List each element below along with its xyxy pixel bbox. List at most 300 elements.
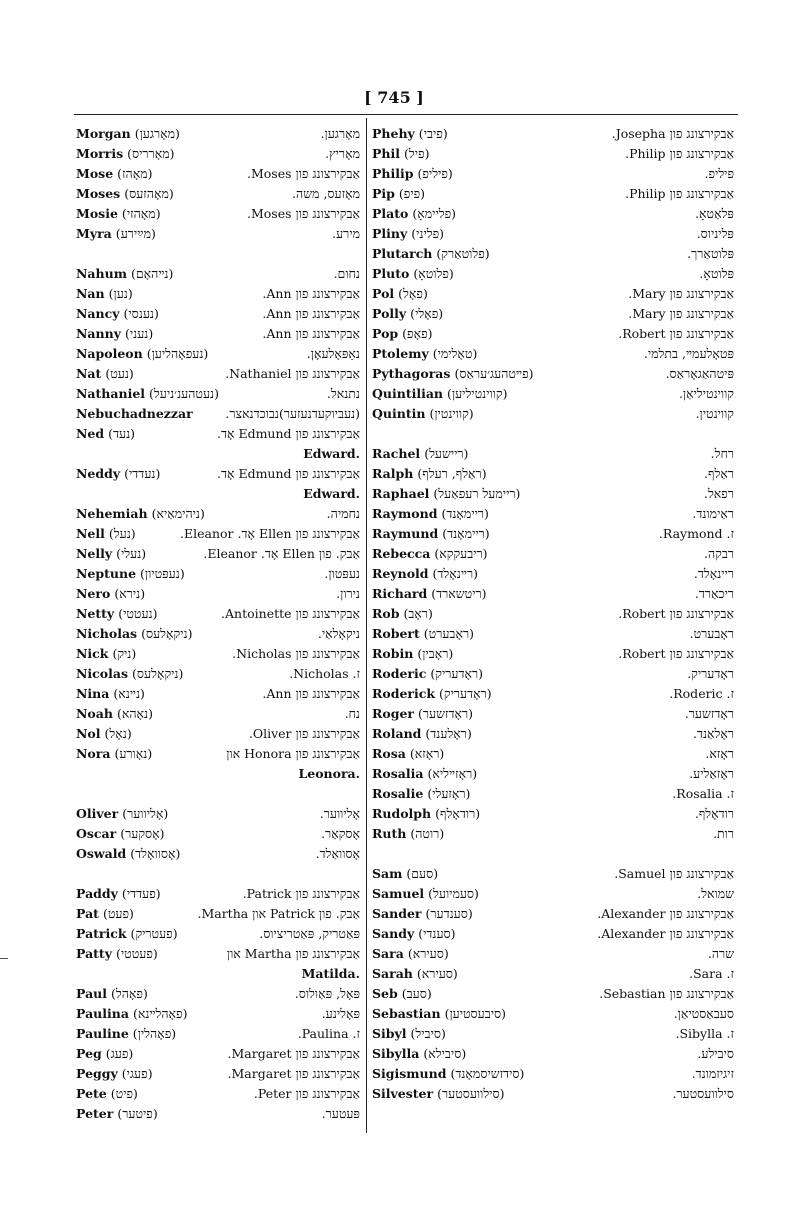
dictionary-entry [372,864,734,884]
entry-pronunciation: (רײנאָלד) [432,566,478,581]
entry-headword: Reynold [372,566,429,581]
dictionary-entry [76,1104,360,1124]
entry-gloss: אַבק. פון Patrick און Martha. [197,906,360,921]
entry-headword: Robert [372,626,420,641]
dictionary-entry [76,1064,360,1084]
entry-gloss: Leonora. [298,766,360,781]
entry-line [76,1004,360,1024]
dictionary-entry [372,604,734,624]
entry-headword: Nick [76,646,109,661]
entry-pronunciation: (מײַירע) [115,226,156,241]
entry-headword: Roderick [372,686,436,701]
dictionary-entry [76,284,360,304]
entry-pronunciation: (פיל) [404,146,430,161]
entry-pronunciation: (נעפּטיון) [140,566,185,581]
entry-headword: Pluto [372,266,410,281]
entry-gloss: נאַפּאָלעאָן. [306,346,360,361]
entry-gloss: אַבקירצונג פון Ellen אָד. Eleanor. [180,526,360,541]
entry-line [372,664,734,684]
top-rule [74,114,738,115]
entry-headword: Plato [372,206,409,221]
dictionary-entry [76,704,360,724]
dictionary-entry [76,644,360,664]
entry-gloss: אַבקירצונג פון Nathaniel. [225,366,360,381]
entry-headword: Peggy [76,1066,118,1081]
entry-headword: Oswald [76,846,127,861]
entry-headword: Rosa [372,746,406,761]
dictionary-entry [372,364,734,384]
entry-pronunciation: (פיט) [110,1086,138,1101]
entry-pronunciation: (ראָבערט) [423,626,474,641]
entry-pronunciation: (סענדי) [418,926,456,941]
entry-line [76,984,360,1004]
entry-line [76,604,360,624]
dictionary-entry [76,584,360,604]
entry-pronunciation: (סידזשיסמאָנד) [450,1066,525,1081]
dictionary-entry [372,884,734,904]
dictionary-entry [372,204,734,224]
entry-gloss: פיליפ. [704,166,734,181]
entry-gloss: אַבקירצונג פון Philip. [625,186,734,201]
entry-line [372,524,734,544]
entry-pronunciation: (רוטה) [410,826,445,841]
entry-headword: Napoleon [76,346,143,361]
dictionary-entry [76,1004,360,1024]
dictionary-entry [372,344,734,364]
entry-pronunciation: (מאָהזעס) [124,186,174,201]
entry-line [372,944,734,964]
entry-headword: Nina [76,686,110,701]
entry-line [76,644,360,664]
dictionary-entry [76,304,360,324]
entry-gloss: אָליווער. [319,806,360,821]
entry-pronunciation: (נאָל) [104,726,132,741]
entry-headword: Rudolph [372,806,432,821]
entry-headword: Pete [76,1086,107,1101]
entry-gloss: רבקה. [703,546,734,561]
entry-headword: Paddy [76,886,118,901]
entry-pronunciation: (סיבעסטיען) [444,1006,507,1021]
entry-line [76,524,360,544]
entry-pronunciation: (ראַלף, רעלף) [417,466,487,481]
entry-pronunciation: (פיפ) [398,186,426,201]
entry-pronunciation: (פאָהלײנא) [132,1006,188,1021]
entry-headword: Sam [372,866,403,881]
entry-headword: Nat [76,366,102,381]
entry-line [372,984,734,1004]
entry-pronunciation: (פעטריק) [130,926,178,941]
dictionary-entry [372,704,734,724]
entry-line [76,324,360,344]
entry-pronunciation: (נײהאָם) [130,266,174,281]
dictionary-entry [372,644,734,664]
section-gap [76,784,360,804]
dictionary-entry [76,544,360,564]
entry-gloss: אָסקאַר. [321,826,360,841]
entry-gloss: ראָלאַנד. [692,726,734,741]
entry-pronunciation: (סעב) [401,986,432,1001]
entry-headword: Quintin [372,406,426,421]
entry-headword: Mose [76,166,114,181]
dictionary-entry [372,124,734,144]
dictionary-entry [76,1084,360,1104]
entry-gloss: פּיטהאַגאָראַס. [665,366,734,381]
entry-line [372,304,734,324]
entry-gloss: אַבקירצונג פון Nicholas. [232,646,360,661]
dictionary-entry [76,804,360,824]
entry-line [372,764,734,784]
entry-headword: Phehy [372,126,415,141]
entry-gloss: ז. Nicholas. [289,666,360,681]
entry-headword: Robin [372,646,414,661]
dictionary-entry [76,564,360,584]
entry-line [372,604,734,624]
entry-gloss: ז. Paulina. [297,1026,360,1041]
dictionary-entry [372,584,734,604]
entry-pronunciation: (מאָרגען) [134,126,180,141]
dictionary-entry [76,144,360,164]
dictionary-entry [76,344,360,364]
dictionary-entry [372,664,734,684]
entry-pronunciation: (סיבילא) [423,1046,467,1061]
entry-headword: Phil [372,146,400,161]
entry-gloss: (נעביוקעדנעזער)נבוכדנאצר. [225,406,360,421]
entry-pronunciation: (פאָהל) [111,986,148,1001]
entry-headword: Mosie [76,206,118,221]
entry-line [76,824,360,844]
entry-line [372,224,734,244]
entry-gloss: נירון. [336,586,360,601]
dictionary-entry [76,624,360,644]
entry-headword: Nancy [76,306,120,321]
dictionary-entry [372,1084,734,1104]
entry-gloss: רפאל. [703,486,734,501]
entry-gloss: אַבקירצונג פון Alexander. [597,906,734,921]
entry-line [372,184,734,204]
entry-headword: Roger [372,706,415,721]
entry-line [372,804,734,824]
dictionary-entry [76,264,360,284]
entry-gloss: מאָריץ. [325,146,360,161]
dictionary-entry [76,184,360,204]
entry-pronunciation: (פאָפ) [402,326,433,341]
entry-headword: Nelly [76,546,113,561]
entry-line [372,1044,734,1064]
entry-pronunciation: (נירא) [114,586,146,601]
entry-pronunciation: (נעלי) [116,546,147,561]
entry-gloss: ז. Rosalia. [672,786,734,801]
entry-gloss: קווינטיליאַן. [678,386,734,401]
dictionary-entry [372,904,734,924]
entry-line [372,684,734,704]
entry-line [76,764,360,784]
entry-gloss: Edward. [303,486,360,501]
entry-gloss: אַבקירצונג פון Edmund אָד. [216,466,360,481]
page-number: [ 745 ] [364,88,424,107]
margin-mark [0,958,8,959]
entry-line [372,1084,734,1104]
dictionary-entry [76,724,360,744]
entry-gloss: סעבאַסטיאַן. [673,1006,734,1021]
entry-pronunciation: (נענסי) [123,306,159,321]
entry-line [372,904,734,924]
entry-gloss: אַבקירצונג פון Oliver. [248,726,360,741]
left-column [76,124,360,1124]
entry-line [76,884,360,904]
entry-line [372,564,734,584]
dictionary-entry [76,944,360,984]
entry-gloss: נחמיה. [326,506,360,521]
entry-pronunciation: (רודאָלף) [435,806,481,821]
entry-gloss: ריינאָלד. [693,566,734,581]
dictionary-entry [76,224,360,244]
entry-gloss: ז. Roderic. [669,686,734,701]
entry-line [372,704,734,724]
entry-headword: Nan [76,286,105,301]
entry-gloss: אַבק. פון Ellen אָד. Eleanor. [203,546,360,561]
entry-headword: Raphael [372,486,430,501]
entry-gloss: פּלוטאָ. [699,266,734,281]
entry-pronunciation: (סיביל) [410,1026,446,1041]
entry-pronunciation: (נען) [108,286,133,301]
entry-headword: Ptolemy [372,346,429,361]
entry-pronunciation: (מאָהזי) [121,206,161,221]
entry-headword: Neptune [76,566,137,581]
entry-line [76,384,360,404]
entry-pronunciation: (נעד) [108,426,136,441]
entry-line [372,344,734,364]
entry-headword: Nero [76,586,111,601]
dictionary-entry [372,684,734,704]
entry-pronunciation: (ראָזא) [409,746,445,761]
entry-line [76,584,360,604]
entry-gloss: אַבקירצונג פון Moses. [247,206,360,221]
dictionary-entry [76,424,360,464]
entry-pronunciation: (ראָב) [403,606,433,621]
entry-gloss: ז. Sara. [689,966,734,981]
entry-headword: Pip [372,186,395,201]
entry-line [372,864,734,884]
entry-line [76,704,360,724]
dictionary-entry [372,724,734,744]
dictionary-entry [372,264,734,284]
entry-gloss: אַבקירצונג פון Patrick. [242,886,360,901]
dictionary-entry [372,1064,734,1084]
entry-gloss: נח. [344,706,360,721]
column-divider [366,118,367,1133]
dictionary-entry [76,884,360,904]
entry-headword: Sander [372,906,422,921]
dictionary-entry [372,444,734,464]
dictionary-entry [76,984,360,1004]
entry-gloss: אַבקירצונג פון Mary. [628,286,734,301]
dictionary-entry [76,504,360,524]
entry-pronunciation: (פאָל) [398,286,428,301]
entry-line [76,344,360,364]
entry-headword: Nathaniel [76,386,146,401]
dictionary-entry [372,744,734,764]
entry-line [76,964,360,984]
entry-gloss: מאָרגען. [320,126,360,141]
dictionary-entry [76,404,360,424]
entry-headword: Raymond [372,506,438,521]
entry-headword: Richard [372,586,428,601]
entry-pronunciation: (ניקאָלעס) [141,626,193,641]
entry-gloss: פּליניוס. [696,226,734,241]
entry-headword: Pliny [372,226,408,241]
dictionary-entry [372,784,734,804]
entry-headword: Pop [372,326,399,341]
entry-headword: Sarah [372,966,413,981]
right-column [372,124,734,1104]
entry-gloss: אַבקירצונג פון Ann. [262,286,360,301]
dictionary-entry [372,824,734,844]
entry-gloss: אַבקירצונג פון Josepha. [611,126,734,141]
entry-gloss: אַבקירצונג פון Robert. [618,326,734,341]
dictionary-entry [372,284,734,304]
dictionary-entry [76,664,360,684]
dictionary-entry [76,604,360,624]
entry-headword: Paul [76,986,107,1001]
dictionary-entry [76,844,360,864]
entry-pronunciation: (ריימאָנד) [441,506,489,521]
dictionary-entry [76,364,360,384]
entry-headword: Noah [76,706,113,721]
entry-headword: Morgan [76,126,131,141]
entry-gloss: אַבקירצונג פון Sebastian. [599,986,734,1001]
entry-line [76,564,360,584]
dictionary-entry [372,484,734,504]
entry-headword: Pat [76,906,99,921]
entry-gloss: ראָזאַליע. [689,766,734,781]
entry-line [372,404,734,424]
entry-gloss: פּאָל, פּאַולוס. [294,986,360,1001]
entry-headword: Samuel [372,886,425,901]
entry-headword: Polly [372,306,407,321]
entry-line [76,544,360,564]
entry-gloss: Matilda. [301,966,360,981]
entry-headword: Patty [76,946,112,961]
entry-line [76,444,360,464]
entry-headword: Nehemiah [76,506,148,521]
entry-line [76,284,360,304]
entry-gloss: אַבקירצונג פון Honora און [226,746,360,761]
entry-line [372,384,734,404]
entry-headword: Seb [372,986,398,1001]
entry-pronunciation: (סעירא) [407,946,449,961]
entry-line [76,904,360,924]
entry-headword: Peter [76,1106,114,1121]
entry-pronunciation: (ניהימאַיא) [151,506,205,521]
entry-pronunciation: (פיטער) [117,1106,158,1121]
entry-pronunciation: (ריבעקקא) [434,546,488,561]
entry-pronunciation: (פיליפ) [417,166,453,181]
entry-gloss: פּאָלינע. [321,1006,360,1021]
dictionary-entry [76,924,360,944]
entry-pronunciation: (נעטטי) [118,606,158,621]
section-gap [372,424,734,444]
entry-headword: Nora [76,746,111,761]
entry-line [372,504,734,524]
entry-line [372,824,734,844]
entry-gloss: אַבקירצונג פון Robert. [618,646,734,661]
entry-headword: Nahum [76,266,127,281]
dictionary-entry [372,544,734,564]
entry-gloss: שמואל. [697,886,734,901]
entry-line [372,464,734,484]
entry-headword: Sibyl [372,1026,407,1041]
dictionary-entry [76,1044,360,1064]
dictionary-entry [76,524,360,544]
dictionary-entry [372,524,734,544]
entry-gloss: פּלוטאַרך. [687,246,734,261]
entry-gloss: ז. Raymond. [658,526,734,541]
dictionary-entry [372,964,734,984]
dictionary-entry [372,944,734,964]
dictionary-entry [372,984,734,1004]
entry-gloss: ראַלף. [704,466,734,481]
entry-line [76,404,360,424]
entry-pronunciation: (ריישעל) [424,446,469,461]
dictionary-entry [372,164,734,184]
entry-pronunciation: (פעטטי) [115,946,158,961]
entry-pronunciation: (נעטהענ׳ניעל) [149,386,219,401]
entry-line [372,964,734,984]
entry-gloss: אַבקירצונג פון Moses. [247,166,360,181]
entry-line [372,244,734,264]
dictionary-entry [372,224,734,244]
entry-line [372,324,734,344]
entry-pronunciation: (ראָזײליא) [427,766,478,781]
dictionary-entry [372,184,734,204]
dictionary-entry [76,384,360,404]
entry-headword: Nanny [76,326,121,341]
entry-line [76,724,360,744]
entry-headword: Rebecca [372,546,431,561]
entry-headword: Philip [372,166,414,181]
entry-gloss: אַבקירצונג פון Samuel. [614,866,734,881]
entry-line [372,364,734,384]
entry-gloss: אָסוואַלד. [315,846,360,861]
entry-gloss: אַבקירצונג פון Alexander. [597,926,734,941]
entry-gloss: מירע. [332,226,360,241]
entry-pronunciation: (קווינטין) [429,406,474,421]
entry-pronunciation: (סעירא) [416,966,458,981]
dictionary-entry [76,824,360,844]
entry-headword: Rosalia [372,766,424,781]
entry-line [372,884,734,904]
entry-line [372,444,734,464]
entry-pronunciation: (ראָדעריק) [439,686,492,701]
entry-line [76,504,360,524]
entry-pronunciation: (ניק) [112,646,137,661]
dictionary-entry [372,764,734,784]
entry-headword: Rosalie [372,786,424,801]
entry-headword: Quintilian [372,386,444,401]
entry-gloss: סילוועסטער. [672,1086,734,1101]
entry-headword: Ned [76,426,105,441]
entry-line [372,544,734,564]
entry-pronunciation: (פליני) [411,226,445,241]
entry-headword: Sara [372,946,404,961]
entry-gloss: ראָדזשער. [684,706,734,721]
dictionary-entry [76,904,360,924]
entry-gloss: פּלאַטאָ. [695,206,734,221]
dictionary-entry [76,684,360,704]
entry-line [372,644,734,664]
entry-gloss: ראַימונד. [692,506,734,521]
entry-headword: Moses [76,186,121,201]
